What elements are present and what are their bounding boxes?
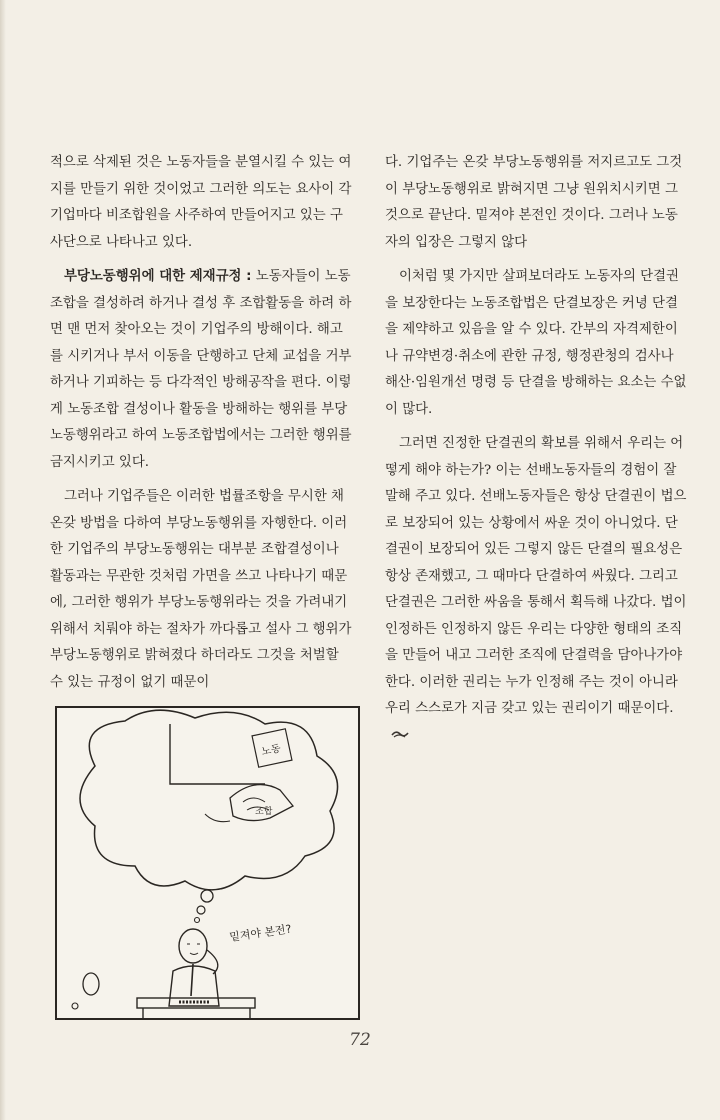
right-paragraph-3-body: 그러면 진정한 단결권의 확보를 위해서 우리는 어떻게 해야 하는가? 이는 선배노동자들의 경험이 잘 말해 주고 있다. 선배노동자들은 항상 단결권이 법으로 보장되어 있는 상황에서 싸운 것이 아니었다. 단결권이 보장되어 있든 그렇지 않든 단결의 필요성은 항상 존재했고, 그 때마다 단결하여 싸웠다. 그리고 단결권은 그러한 싸움을 통해서 획득해 나갔다. 법이 인정하든 인정하지 않든 우리는 다양한 형태의 조직을 만들어 내고 그러한 조직에 단결력을 담아나가야 한다. 이러한 권리는 누가 인정해 주는 것이 아니라 우리 스스로가 지금 갖고 있는 권리이기 때문이다.	[385, 436, 687, 716]
notice-paper-label: 노동	[260, 743, 282, 759]
cartoon-illustration	[55, 706, 360, 1020]
left-column	[50, 150, 355, 696]
right-paragraph-2-body: 이처럼 몇 가지만 살펴보더라도 노동자의 단결권을 보장한다는 노동조합법은 단결보장은 커녕 단결을 제약하고 있음을 알 수 있다. 간부의 자격제한이나 규약변경·취소에 관한 규정, 행정관청의 검사나 해산·임원개선 명령 등 단결을 방해하는 요소는 수없이 많다.	[385, 269, 687, 417]
cartoon-drawing	[55, 706, 360, 1020]
cartoon-frame	[56, 707, 359, 1019]
left-paragraph-2-body: 노동자들이 노동조합을 결성하려 하거나 결성 후 조합활동을 하려 하면 맨 먼저 찾아오는 것이 기업주의 방해이다. 해고를 시키거나 부서 이동을 단행하고 단체 교섭을 거부하거나 기피하는 등 다각적인 방해공작을 편다. 이렇게 노동조합 결성이나 활동을 방해하는 행위를 부당노동행위라고 하여 노동조합법에서는 그러한 행위를 금지시키고 있다.	[50, 269, 352, 470]
right-paragraph-3	[385, 431, 690, 750]
left-paragraph-3	[50, 484, 355, 696]
speech-text: 밑져야 본전?	[228, 922, 293, 944]
page-number: 72	[349, 1030, 371, 1050]
page-fold-shadow	[0, 0, 6, 1120]
left-paragraph-2	[50, 264, 355, 476]
right-paragraph-1: 다. 기업주는 온갖 부당노동행위를 저지르고도 그것이 부당노동행위로 밝혀지면 그냥 원위치시키면 그것으로 끝난다. 밑져야 본전인 것이다. 그러나 노동자의 입장은 그렇지 않다	[385, 155, 683, 250]
left-paragraph-1: 적으로 삭제된 것은 노동자들을 분열시킬 수 있는 여지를 만들기 위한 것이었고 그러한 의도는 요사이 각 기업마다 비조합원을 사주하여 만들어지고 있는 구사단으로 나타나고 있다.	[50, 155, 352, 250]
right-paragraph-2	[385, 264, 690, 423]
union-label: 조합	[255, 807, 273, 817]
section-heading: 부당노동행위에 대한 제재규정 :	[64, 269, 252, 284]
right-column	[385, 150, 690, 750]
end-mark-icon	[391, 723, 409, 750]
left-paragraph-3-body: 그러나 기업주들은 이러한 법률조항을 무시한 채 온갖 방법을 다하여 부당노동행위를 자행한다. 이러한 기업주의 부당노동행위는 대부분 조합결성이나 활동과는 무관한 것처럼 가면을 쓰고 나타나기 때문에, 그러한 행위가 부당노동행위라는 것을 가려내기 위해서 치뤄야 하는 절차가 까다롭고 설사 그 행위가 부당노동행위로 밝혀졌다 하더라도 그것을 처벌할 수 있는 규정이 없기 때문이	[50, 489, 352, 690]
